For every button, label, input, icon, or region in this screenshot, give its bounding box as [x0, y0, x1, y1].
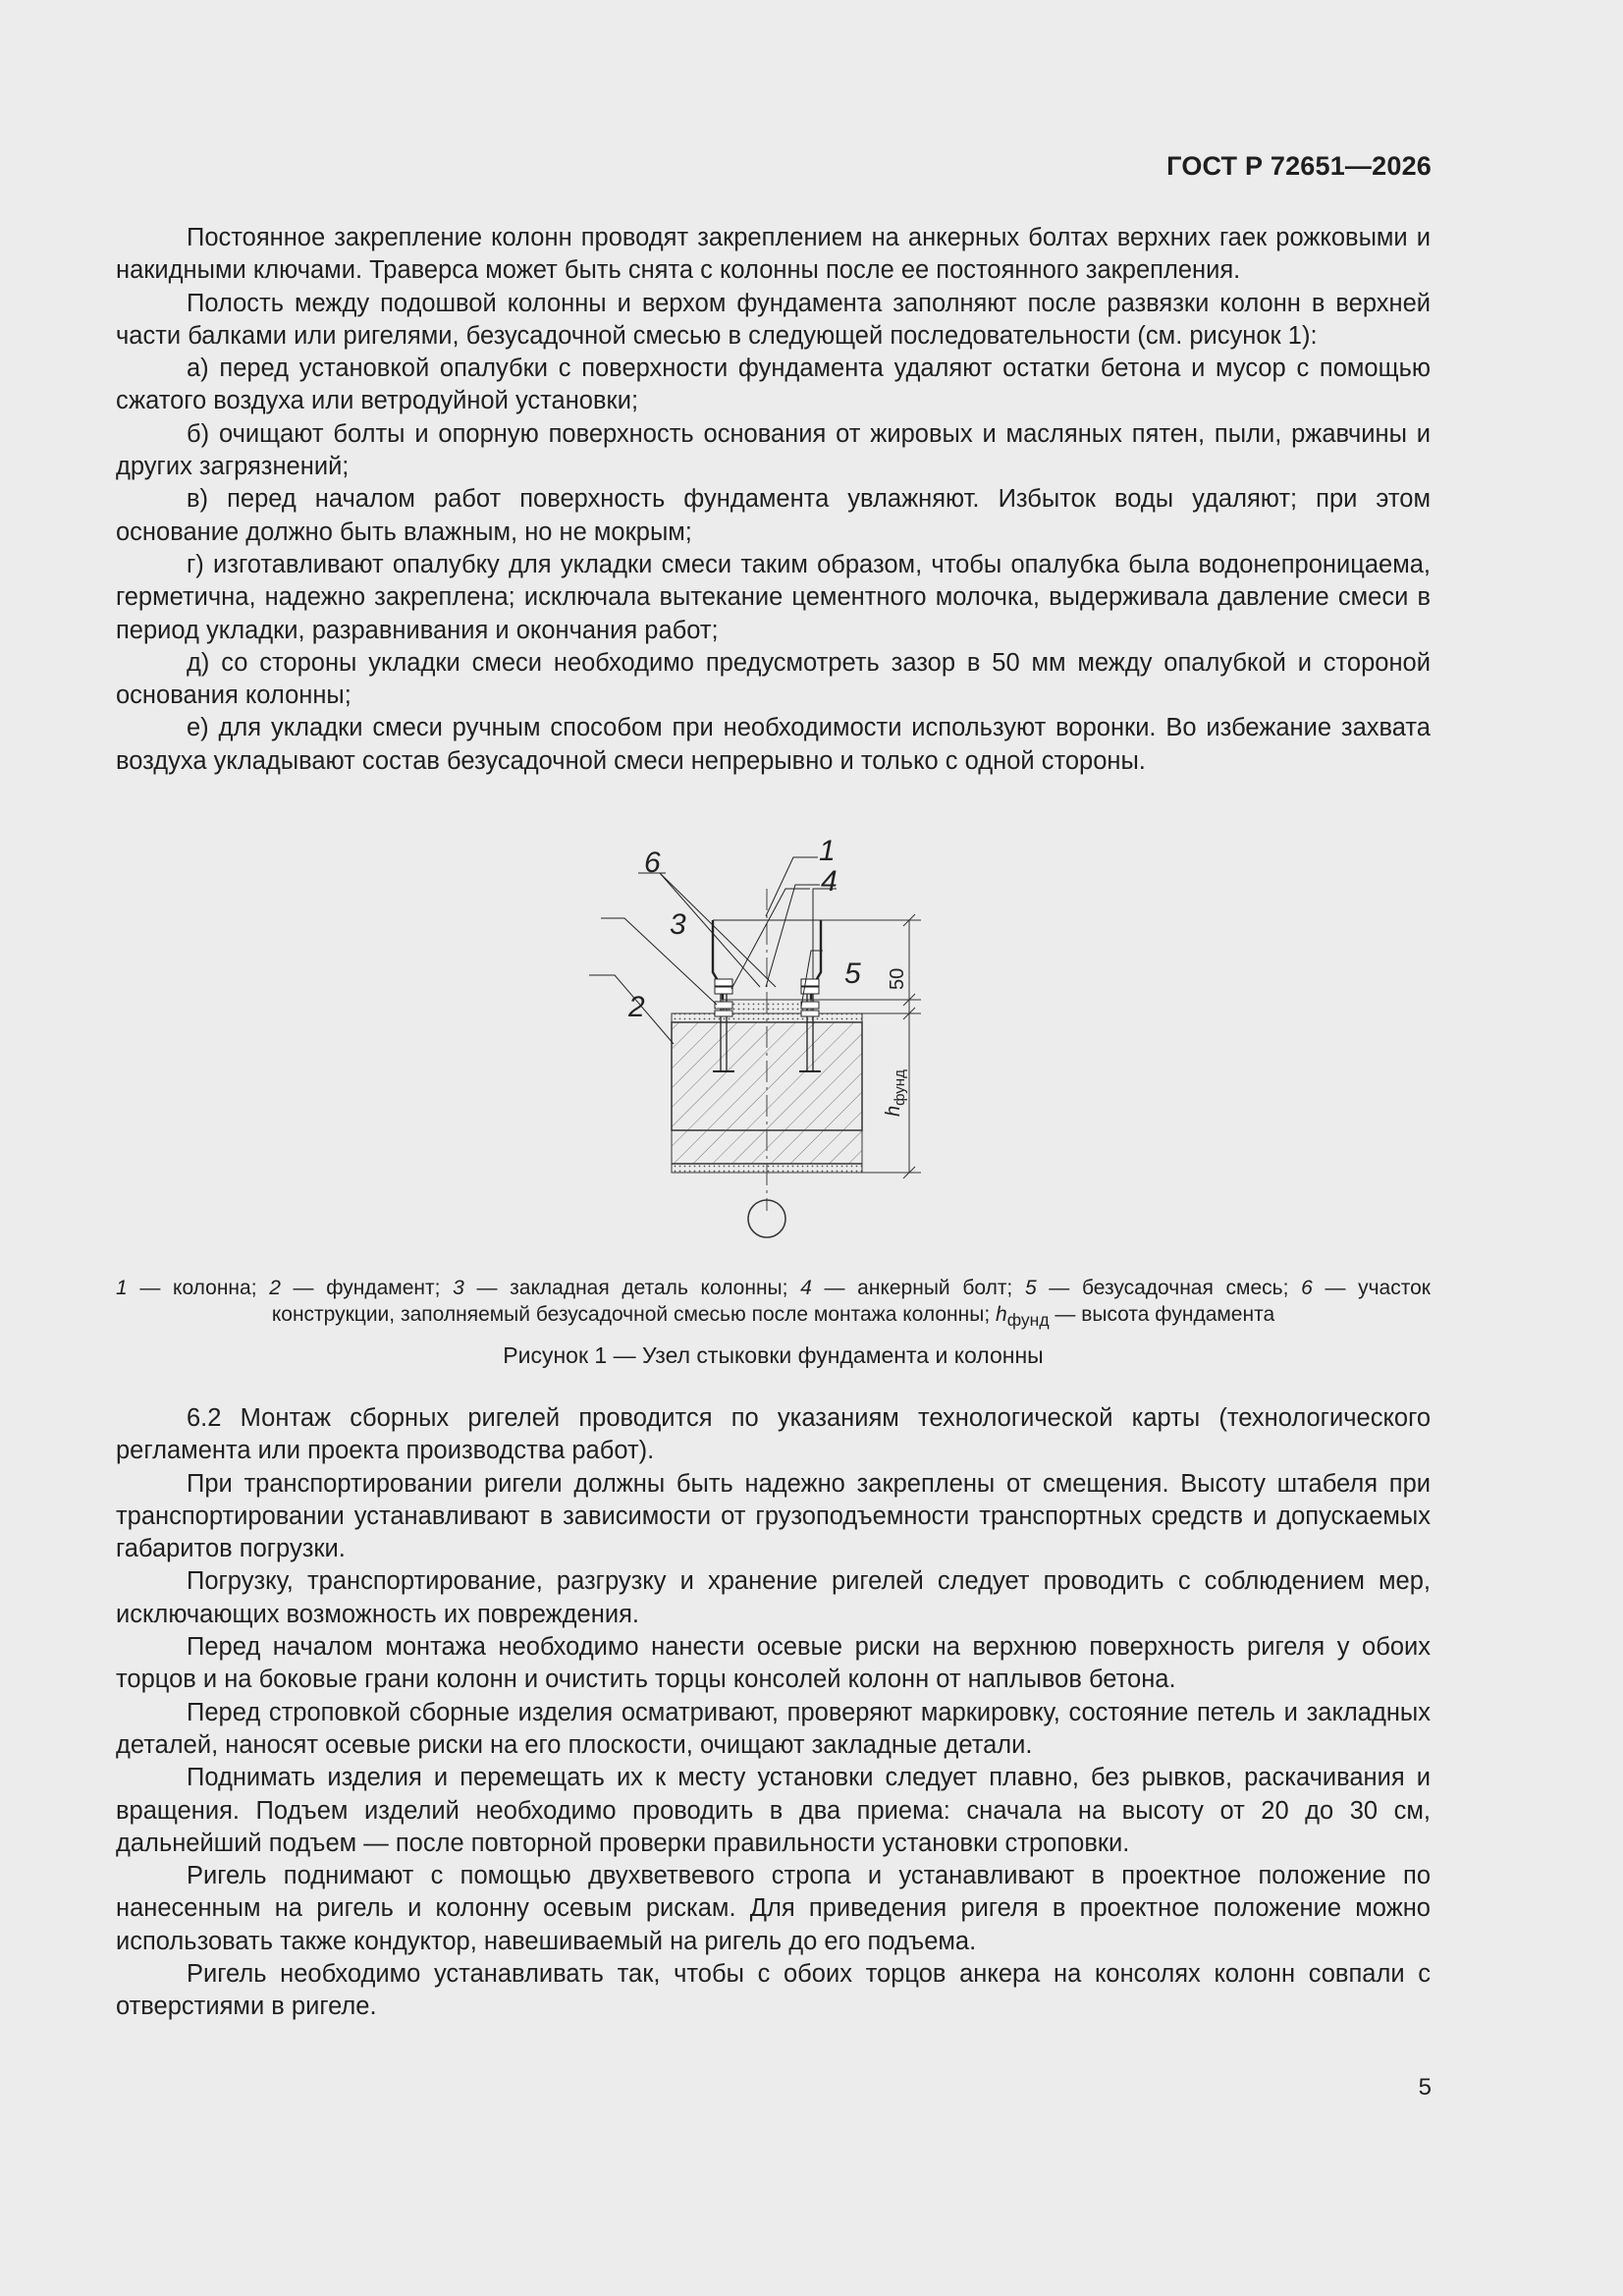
legend-num-6: 6	[1301, 1277, 1313, 1299]
list-item-g: г) изготавливают опалубку для укладки смеси таким образом, чтобы опалубка была водонепроницаема, герметична, надежно закреплена; исключала вытекание цементного молочка, выдерживала давление смеси в период укладки, разравнивания и окончания работ;	[116, 550, 1431, 644]
legend-num-1: 1	[116, 1277, 128, 1299]
paragraph: При транспортировании ригели должны быть надежно закреплены от смещения. Высоту штабеля при транспортировании устанавливают в зависимости от грузоподъемности транспортных средств и допускаемых габаритов погрузки.	[116, 1469, 1431, 1563]
list-item-e: е) для укладки смеси ручным способом при необходимости используют воронки. Во избежание захвата воздуха укладывают состав безусадочной смеси непрерывно и только с одной стороны.	[116, 714, 1431, 775]
figure-caption: Рисунок 1 — Узел стыковки фундамента и колонны	[503, 1342, 1044, 1368]
paragraph: Постоянное закрепление колонн проводят закреплением на анкерных болтах верхних гаек рожковыми и накидными ключами. Траверса может быть снята с колонны после ее постоянного закрепления.	[116, 224, 1431, 285]
section-text-top	[116, 222, 1431, 778]
legend-line-2	[116, 1301, 1431, 1334]
legend-h-subscript: фунд	[1006, 1310, 1050, 1331]
callout-3: 3	[670, 908, 686, 941]
legend-text-4: — анкерный болт;	[811, 1277, 1025, 1299]
dimension-50: 50	[887, 967, 908, 990]
legend-text-line2: конструкции, заполняемый безусадочной смесью после монтажа колонны;	[271, 1303, 997, 1326]
paragraph: Перед началом монтажа необходимо нанести осевые риски на верхнюю поверхность ригеля у обоих торцов и на боковые грани колонн и очистить торцы консолей колонн от наплывов бетона.	[116, 1633, 1431, 1694]
list-item-v: в) перед началом работ поверхность фундамента увлажняют. Избыток воды удаляют; при этом основание должно быть влажным, но не мокрым;	[116, 485, 1431, 546]
dimension-h-symbol: h	[883, 1105, 904, 1117]
legend-h-symbol: h	[996, 1303, 1007, 1326]
legend-num-2: 2	[269, 1277, 281, 1299]
legend-text-1: — колонна;	[127, 1277, 270, 1299]
legend-num-4: 4	[800, 1277, 812, 1299]
technical-drawing	[589, 840, 943, 1242]
paragraph: 6.2 Монтаж сборных ригелей проводится по указаниям технологической карты (технологического регламента или проекта производства работ).	[116, 1404, 1431, 1465]
paragraph: Погрузку, транспортирование, разгрузку и хранение ригелей следует проводить с соблюдением мер, исключающих возможность их повреждения.	[116, 1567, 1431, 1628]
callout-4: 4	[821, 865, 838, 898]
document-code-header: ГОСТ Р 72651—2026	[1166, 151, 1432, 181]
legend-tail: — высота фундамента	[1049, 1303, 1275, 1326]
page-number: 5	[1418, 2074, 1432, 2101]
paragraph: Ригель необходимо устанавливать так, чтобы с обоих торцов анкера на консолях колонн совпали с отверстиями в ригеле.	[116, 1960, 1431, 2021]
legend-text-2: — фундамент;	[280, 1277, 454, 1299]
figure-foundation-column-joint	[589, 840, 943, 1242]
section-text-bottom	[116, 1402, 1431, 2024]
list-item-d: д) со стороны укладки смеси необходимо предусмотреть зазор в 50 мм между опалубкой и стороной основания колонны;	[116, 648, 1431, 710]
legend-text-3: — закладная деталь колонны;	[463, 1277, 801, 1299]
legend-num-3: 3	[453, 1277, 464, 1299]
list-item-b: б) очищают болты и опорную поверхность основания от жировых и масляных пятен, пыли, ржавчины и других загрязнений;	[116, 419, 1431, 481]
callout-2: 2	[628, 991, 645, 1023]
legend-num-5: 5	[1024, 1277, 1037, 1299]
legend-line-1	[116, 1275, 1431, 1301]
list-item-a: а) перед установкой опалубки с поверхности фундамента удаляют остатки бетона и мусор с помощью сжатого воздуха или ветродуйной установки;	[116, 355, 1431, 415]
legend-text-6: — участок	[1312, 1277, 1431, 1299]
dimension-h-subscript: фунд	[892, 1069, 908, 1106]
paragraph: Полость между подошвой колонны и верхом фундамента заполняют после развязки колонн в верхней части балками или ригелями, безусадочной смесью в следующей последовательности (см. рисунок 1):	[116, 289, 1431, 350]
figure-legend	[116, 1275, 1431, 1334]
paragraph: Перед строповкой сборные изделия осматривают, проверяют маркировку, состояние петель и закладных деталей, наносят осевые риски на его плоскости, очищают закладные детали.	[116, 1698, 1431, 1759]
paragraph: Ригель поднимают с помощью двухветвевого стропа и устанавливают в проектное положение по нанесенным на ригель и колонну осевым рискам. Для приведения ригеля в проектное положение можно использовать также кондуктор, навешиваемый на ригель до его подъема.	[116, 1862, 1431, 1955]
callout-5: 5	[844, 957, 861, 990]
callout-6: 6	[644, 847, 661, 879]
dimension-h-fund	[883, 1069, 908, 1117]
legend-text-5: — безусадочная смесь;	[1036, 1277, 1302, 1299]
callout-1: 1	[819, 840, 836, 867]
paragraph: Поднимать изделия и перемещать их к месту установки следует плавно, без рывков, раскачивания и вращения. Подъем изделий необходимо проводить в два приема: сначала на высоту от 20 до 30 см, дальнейший подъем — после повторной проверки правильности установки строповки.	[116, 1764, 1431, 1857]
